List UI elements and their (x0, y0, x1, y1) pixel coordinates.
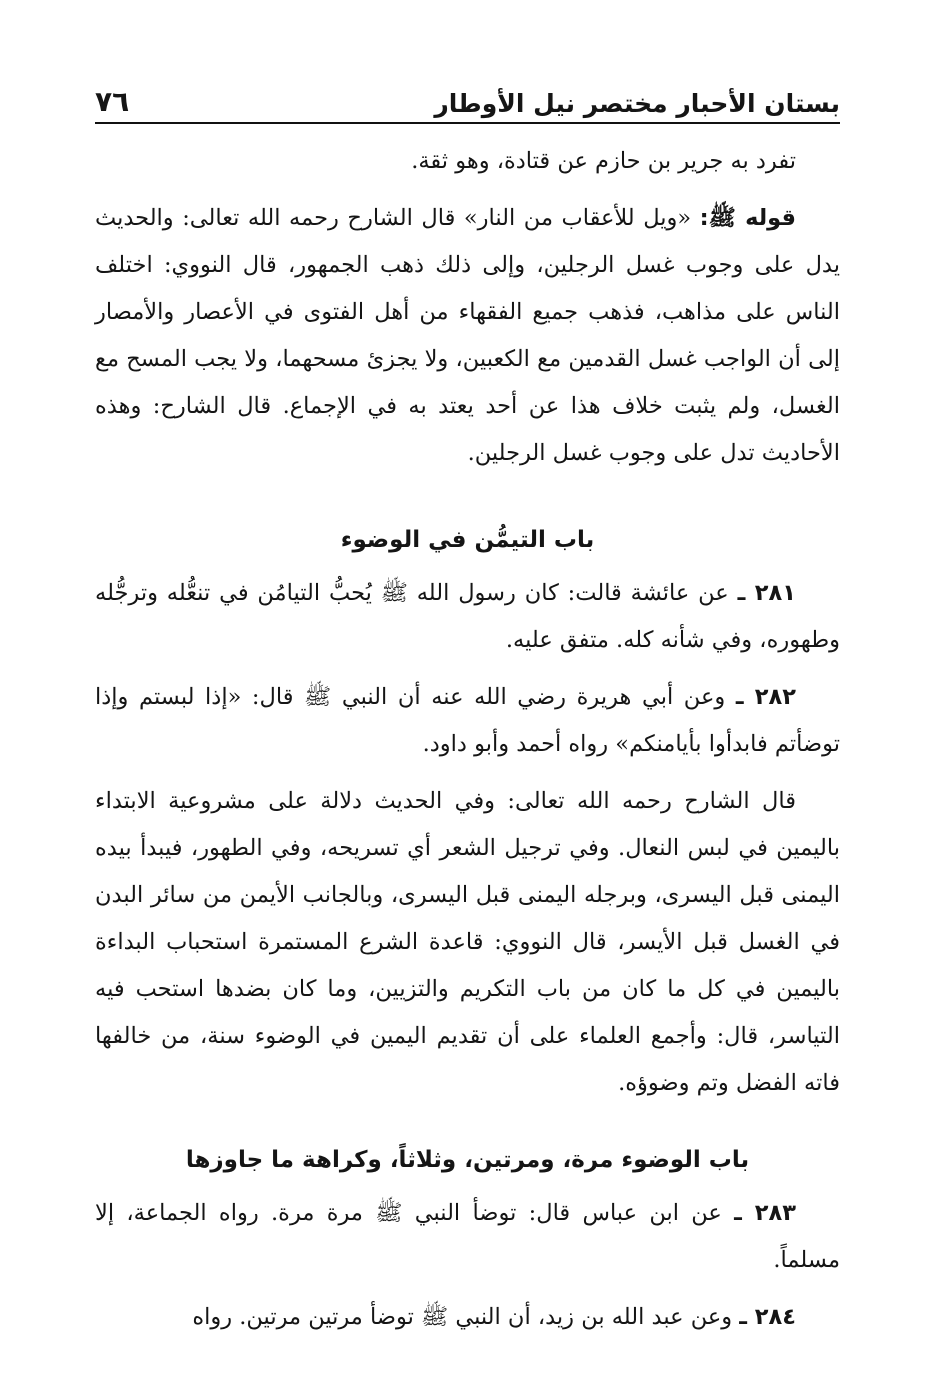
hadith-281-text: عن عائشة قالت: كان رسول الله ﷺ يُحبُّ التيامُن في تنعُّله وترجُّله وطهوره، وفي شأنه كله. متفق عليه. (95, 580, 840, 653)
page-number: ٧٦ (95, 85, 130, 118)
running-title: بستان الأحبار مختصر نيل الأوطار (434, 89, 840, 118)
chapter-heading-2: باب الوضوء مرة، ومرتين، وثلاثاً، وكراهة ما جاوزها (185, 1147, 750, 1173)
hadith-282-number: ٢٨٢ ـ (735, 684, 796, 710)
book-page (95, 72, 840, 1341)
paragraph-2-text: «ويل للأعقاب من النار» قال الشارح رحمه الله تعالى: والحديث يدل على وجوب غسل الرجلين، وإلى ذلك ذهب الجمهور، قال النووي: اختلف الناس على مذاهب، فذهب جميع الفقهاء من أهل الفتوى في الأعصار والأمصار إلى أن الواجب غسل القدمين مع الكعبين، ولا يجزئ مسحهما، ولا يجب المسح مع الغسل، ولم يثبت خلاف هذا عن أحد يعتد به في الإجماع. قال الشارح: وهذه الأحاديث تدل على وجوب غسل الرجلين. (95, 205, 840, 466)
commentary-paragraph: قال الشارح رحمه الله تعالى: وفي الحديث دلالة على مشروعية الابتداء باليمين في لبس النعال. وفي ترجيل الشعر أي تسريحه، وفي الطهور، فيبدأ بيده اليمنى قبل اليسرى، وبرجله اليمنى قبل اليسرى، وبالجانب الأيمن من سائر البدن في الغسل قبل الأيسر، قال النووي: قاعدة الشرع المستمرة استحباب البداءة باليمين في كل ما كان من باب التكريم والتزيين، وما كان بضدها استحب فيه التياسر، قال: وأجمع العلماء على أن تقديم اليمين في الوضوء سنة، من خالفها فاته الفضل وتم وضوؤه. (95, 788, 840, 1096)
paragraph-1: تفرد به جرير بن حازم عن قتادة، وهو ثقة. (411, 148, 796, 174)
hadith-281 (95, 570, 840, 664)
hadith-284 (95, 1294, 840, 1341)
page-body (95, 138, 840, 1341)
hadith-283-number: ٢٨٣ ـ (734, 1200, 796, 1226)
hadith-282 (95, 674, 840, 768)
paragraph-2-lead: قوله ﷺ: (699, 205, 797, 231)
hadith-283 (95, 1190, 840, 1284)
hadith-281-number: ٢٨١ ـ (737, 580, 796, 606)
hadith-282-text: وعن أبي هريرة رضي الله عنه أن النبي ﷺ قال: «إذا لبستم وإذا توضأتم فابدأوا بأيامنكم» رواه أحمد وأبو داود. (95, 684, 840, 757)
chapter-heading-1: باب التيمُّن في الوضوء (340, 527, 595, 553)
running-header (95, 72, 840, 124)
hadith-284-text: وعن عبد الله بن زيد، أن النبي ﷺ توضأ مرتين مرتين. رواه (192, 1304, 740, 1330)
hadith-283-text: عن ابن عباس قال: توضأ النبي ﷺ مرة مرة. رواه الجماعة، إلا مسلماً. (95, 1200, 840, 1273)
hadith-284-number: ٢٨٤ ـ (739, 1304, 796, 1330)
paragraph-2 (95, 195, 840, 477)
